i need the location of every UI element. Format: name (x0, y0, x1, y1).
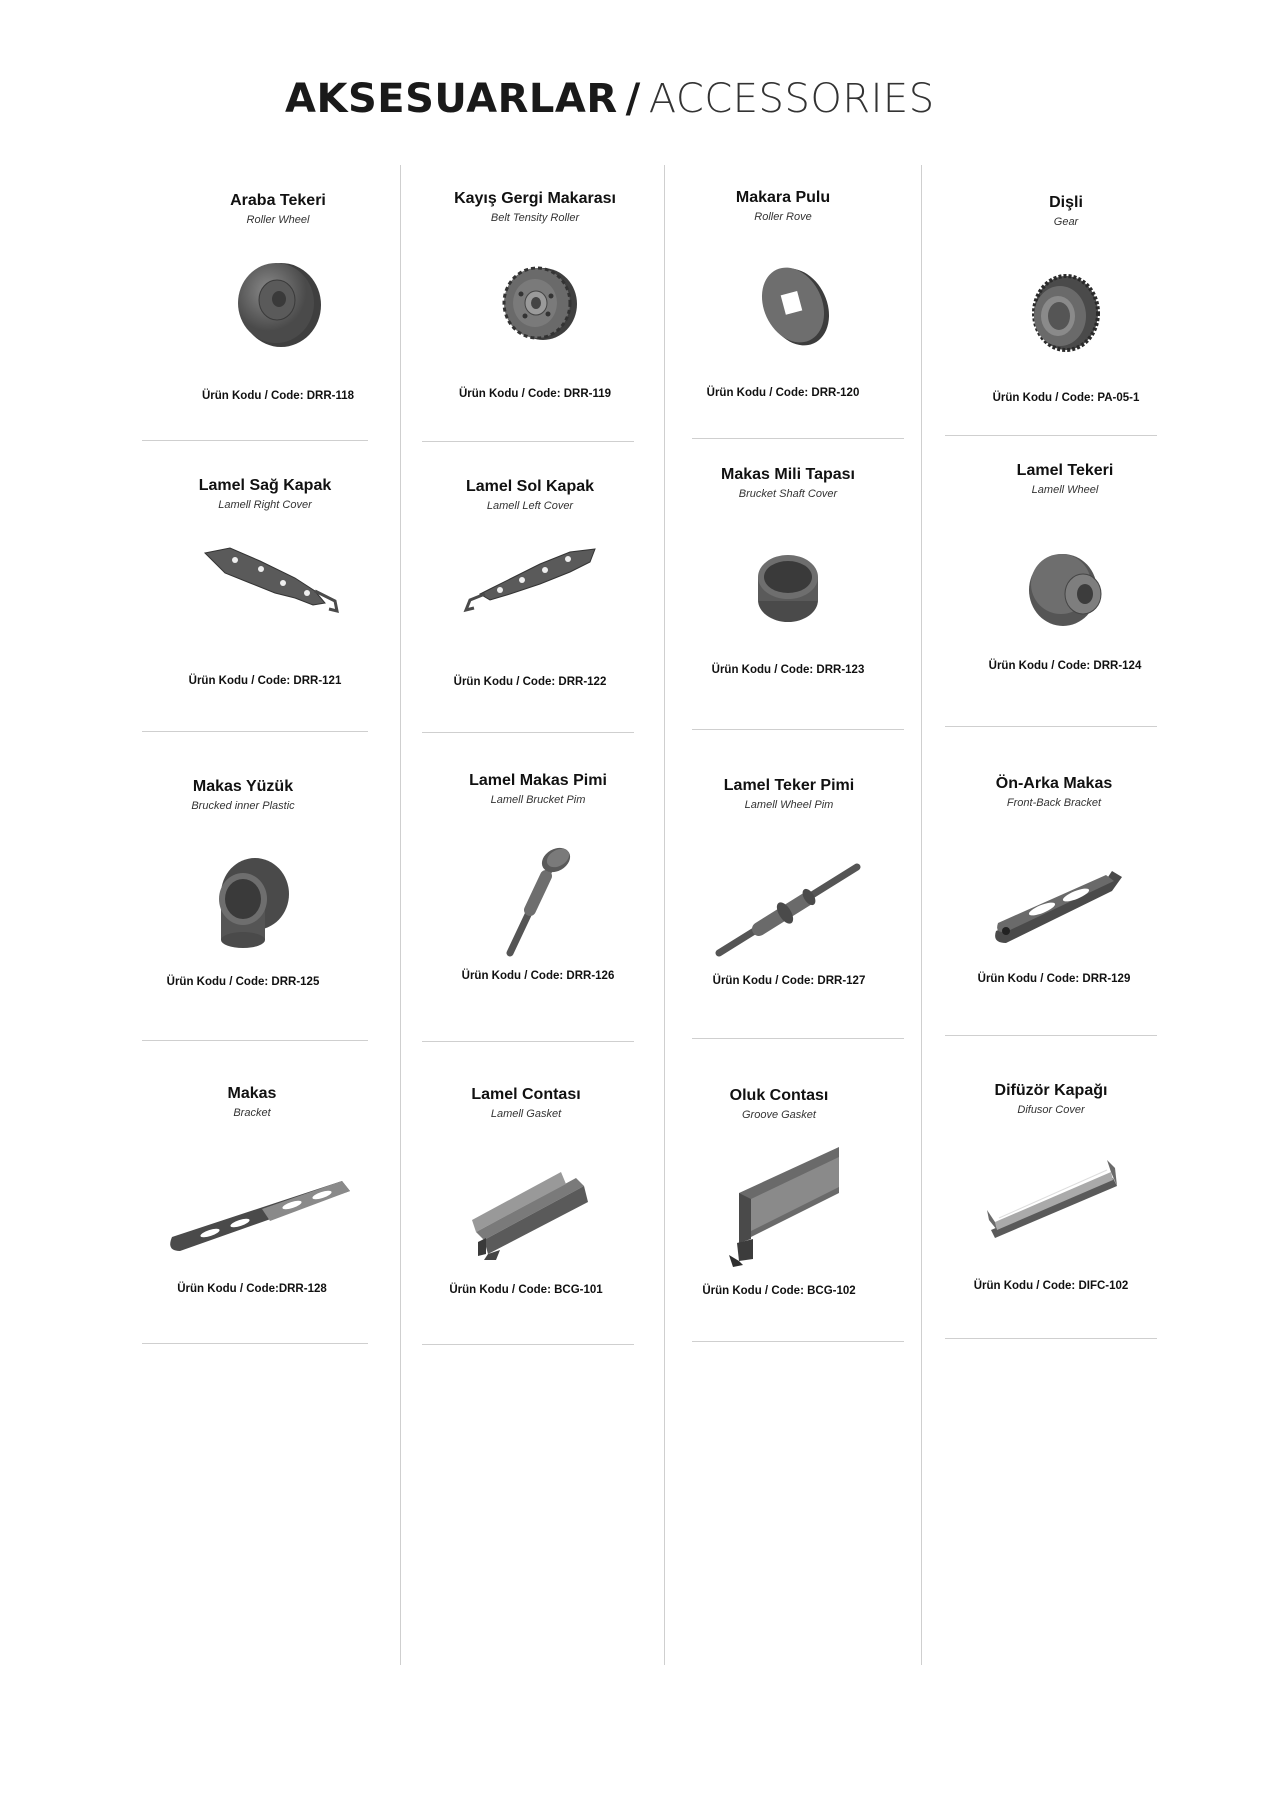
bracket-icon (152, 1141, 352, 1271)
product-card (413, 772, 663, 1042)
product-code: Ürün Kodu / Code:DRR-128 (177, 1283, 327, 1295)
product-code: Ürün Kodu / Code: BCG-101 (449, 1284, 603, 1296)
product-code: Ürün Kodu / Code: DIFC-102 (973, 1280, 1129, 1292)
product-name: Makara Pulu (735, 189, 831, 206)
product-card (663, 466, 913, 736)
product-subtitle: Front-Back Bracket (1006, 797, 1102, 809)
product-subtitle: Lamell Left Cover (486, 500, 574, 512)
product-card (929, 775, 1179, 1045)
product-code: Ürün Kodu / Code: DRR-129 (977, 973, 1131, 985)
product-card (940, 462, 1190, 732)
shaft-cover-icon (688, 522, 888, 652)
roller-wheel-icon (178, 248, 378, 378)
groove-gasket-icon (679, 1143, 879, 1273)
product-code: Ürün Kodu / Code: DRR-120 (706, 387, 860, 399)
product-code: Ürün Kodu / Code: DRR-126 (461, 970, 615, 982)
product-card (410, 190, 660, 460)
bracket-ring-icon (143, 834, 343, 964)
product-card (941, 194, 1191, 464)
wheel-pin-icon (689, 833, 889, 963)
product-card (118, 778, 368, 1048)
column-divider (921, 165, 922, 1665)
left-cover-icon (430, 534, 630, 664)
product-card (140, 477, 390, 747)
product-subtitle: Lamell Gasket (490, 1108, 562, 1120)
front-back-bracket-icon (954, 831, 1154, 961)
product-name: Difüzör Kapağı (994, 1082, 1108, 1099)
product-subtitle: Difusor Cover (1017, 1104, 1085, 1116)
product-card (153, 192, 403, 462)
product-subtitle: Lamell Right Cover (218, 499, 312, 511)
product-subtitle: Belt Tensity Roller (490, 212, 580, 224)
product-card (405, 478, 655, 748)
product-subtitle: Roller Wheel (246, 214, 310, 226)
page-title-tr: AKSESUARLAR (285, 76, 618, 122)
product-code: Ürün Kodu / Code: DRR-127 (712, 975, 866, 987)
product-subtitle: Brucket Shaft Cover (738, 488, 838, 500)
product-subtitle: Lamell Wheel (1031, 484, 1099, 496)
product-subtitle: Bracket (233, 1107, 271, 1119)
product-name: Lamel Tekeri (1016, 462, 1114, 479)
product-code: Ürün Kodu / Code: DRR-125 (166, 976, 320, 988)
product-name: Araba Tekeri (230, 192, 326, 209)
product-code: Ürün Kodu / Code: BCG-102 (702, 1285, 856, 1297)
lamell-wheel-icon (965, 518, 1165, 648)
product-subtitle: Lamell Wheel Pim (744, 799, 834, 811)
product-name: Lamel Sol Kapak (465, 478, 595, 495)
product-card (654, 1087, 904, 1357)
product-code: Ürün Kodu / Code: DRR-119 (458, 388, 612, 400)
product-code: Ürün Kodu / Code: DRR-121 (188, 675, 342, 687)
product-name: Lamel Contası (471, 1086, 581, 1103)
product-name: Makas (227, 1085, 277, 1102)
product-card (926, 1082, 1176, 1352)
product-subtitle: Lamell Brucket Pim (490, 794, 586, 806)
product-name: Lamel Sağ Kapak (198, 477, 332, 494)
product-name: Lamel Makas Pimi (469, 772, 607, 789)
page-title (285, 76, 935, 122)
product-card (658, 189, 908, 459)
gear-icon (966, 250, 1166, 380)
product-code: Ürün Kodu / Code: DRR-118 (201, 390, 355, 402)
bracket-pin-icon (438, 828, 638, 958)
product-subtitle: Roller Rove (754, 211, 812, 223)
product-card (127, 1085, 377, 1355)
right-cover-icon (165, 533, 365, 663)
product-name: Makas Mili Tapası (721, 466, 855, 483)
product-subtitle: Brucked inner Plastic (191, 800, 295, 812)
product-code: Ürün Kodu / Code: DRR-123 (711, 664, 865, 676)
product-subtitle: Gear (1053, 216, 1079, 228)
product-name: Oluk Contası (729, 1087, 829, 1104)
belt-roller-icon (435, 246, 635, 376)
product-card (664, 777, 914, 1047)
product-name: Kayış Gergi Makarası (454, 190, 616, 207)
product-code: Ürün Kodu / Code: DRR-124 (988, 660, 1142, 672)
washer-icon (683, 245, 883, 375)
product-card (401, 1086, 651, 1356)
product-name: Dişli (1049, 194, 1083, 211)
page-title-separator: / (625, 76, 641, 122)
product-name: Makas Yüzük (192, 778, 294, 795)
product-code: Ürün Kodu / Code: PA-05-1 (992, 392, 1140, 404)
product-name: Ön-Arka Makas (995, 775, 1113, 792)
product-subtitle: Groove Gasket (742, 1109, 816, 1121)
page-title-en: ACCESSORIES (648, 76, 935, 122)
product-code: Ürün Kodu / Code: DRR-122 (453, 676, 607, 688)
difusor-cover-icon (951, 1138, 1151, 1268)
product-name: Lamel Teker Pimi (723, 777, 855, 794)
lamell-gasket-icon (426, 1142, 626, 1272)
